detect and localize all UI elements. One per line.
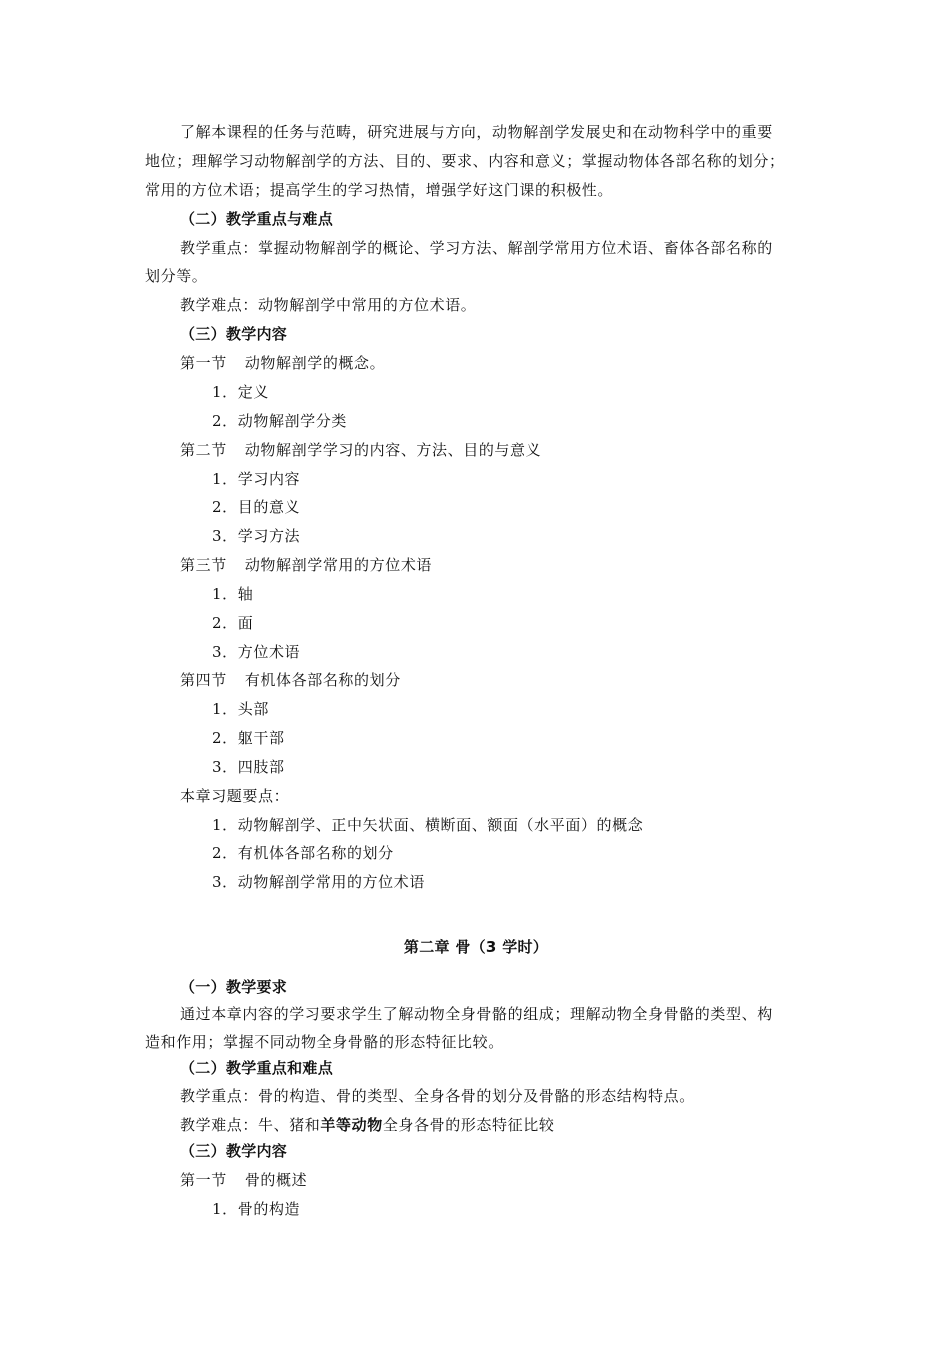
exercise-title: 本章习题要点： <box>180 787 290 805</box>
section-heading <box>180 670 401 690</box>
ch2-difficulty-bold: 羊等动物 <box>320 1116 383 1134</box>
section-number: 第一节 <box>180 1171 227 1189</box>
list-item: 1．轴 <box>212 585 254 603</box>
section-number: 第二节 <box>180 441 227 459</box>
section-title: 骨的概述 <box>244 1171 308 1189</box>
list-item: 1．头部 <box>212 700 269 718</box>
section-title: 动物解剖学学习的内容、方法、目的与意义 <box>244 441 542 459</box>
ch1-heading-content: （三）教学内容 <box>180 325 288 343</box>
list-item: 2．动物解剖学分类 <box>212 412 347 430</box>
exercise-item: 1．动物解剖学、正中矢状面、横断面、额面（水平面）的概念 <box>212 816 644 834</box>
exercise-item: 2．有机体各部名称的划分 <box>212 844 394 862</box>
intro-line-1: 了解本课程的任务与范畴，研究进展与方向，动物解剖学发展史和在动物科学中的重要 <box>180 123 773 141</box>
list-item: 2．躯干部 <box>212 729 285 747</box>
ch2-difficulty-pre: 教学难点：牛、猪和 <box>180 1116 321 1134</box>
list-item: 3．四肢部 <box>212 758 285 776</box>
ch2-req-line-2: 造和作用；掌握不同动物全身骨骼的形态特征比较。 <box>145 1033 504 1051</box>
section-number: 第三节 <box>180 556 227 574</box>
section-heading <box>180 1170 307 1190</box>
section-number: 第一节 <box>180 354 227 372</box>
list-item: 3．学习方法 <box>212 527 301 545</box>
section-heading <box>180 353 385 373</box>
ch1-heading-focus: （二）教学重点与难点 <box>180 210 334 228</box>
ch1-focus-line-2: 划分等。 <box>145 267 208 285</box>
ch2-focus: 教学重点：骨的构造、骨的类型、全身各骨的划分及骨骼的形态结构特点。 <box>180 1087 695 1105</box>
ch1-focus-line-1: 教学重点：掌握动物解剖学的概论、学习方法、解剖学常用方位术语、畜体各部名称的 <box>180 239 773 257</box>
intro-line-3: 常用的方位术语；提高学生的学习热情，增强学好这门课的积极性。 <box>145 181 614 199</box>
exercise-item: 3．动物解剖学常用的方位术语 <box>212 873 425 891</box>
ch2-heading-requirements: （一）教学要求 <box>180 978 288 996</box>
section-title: 动物解剖学常用的方位术语 <box>244 556 433 574</box>
intro-line-2: 地位；理解学习动物解剖学的方法、目的、要求、内容和意义；掌握动物体各部名称的划分； <box>145 152 785 170</box>
list-item: 3．方位术语 <box>212 643 301 661</box>
section-title: 动物解剖学的概念。 <box>244 354 386 372</box>
section-number: 第四节 <box>180 671 227 689</box>
ch2-heading-focus: （二）教学重点和难点 <box>180 1059 334 1077</box>
list-item: 1．定义 <box>212 383 269 401</box>
section-heading <box>180 555 432 575</box>
list-item: 2．目的意义 <box>212 498 301 516</box>
section-title: 有机体各部名称的划分 <box>244 671 401 689</box>
ch1-difficulty: 教学难点：动物解剖学中常用的方位术语。 <box>180 296 477 314</box>
list-item: 2．面 <box>212 614 254 632</box>
ch2-difficulty-post: 全身各骨的形态特征比较 <box>382 1116 555 1134</box>
list-item: 1．学习内容 <box>212 470 301 488</box>
ch2-req-line-1: 通过本章内容的学习要求学生了解动物全身骨骼的组成；理解动物全身骨骼的类型、构 <box>180 1005 773 1023</box>
section-heading <box>180 440 541 460</box>
list-item: 1．骨的构造 <box>212 1200 301 1218</box>
chapter-title: 第二章 骨（3 学时） <box>403 938 549 956</box>
ch2-heading-content: （三）教学内容 <box>180 1142 288 1160</box>
ch2-difficulty <box>180 1115 554 1135</box>
